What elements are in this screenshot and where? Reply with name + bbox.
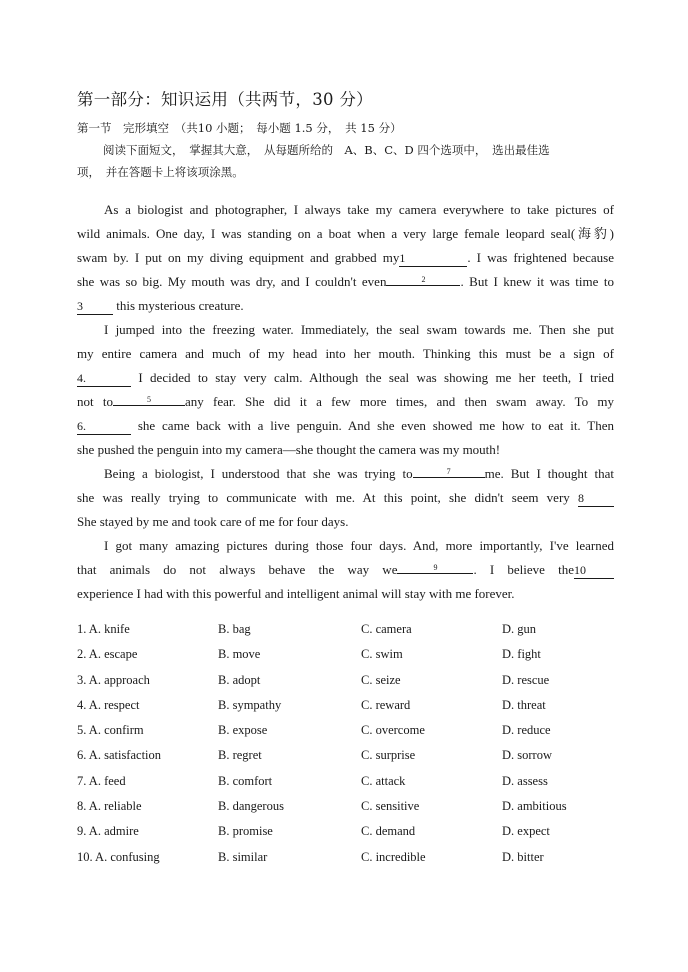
option: 8. A. reliable: [77, 799, 142, 814]
option: D. ambitious: [502, 799, 567, 814]
cloze-blank-10: 10: [574, 562, 614, 579]
passage-text: that animals do not always behave the way we: [77, 562, 398, 577]
passage-text: the: [558, 562, 575, 577]
option: B. comfort: [218, 773, 273, 788]
option: 6. A. satisfaction: [77, 748, 162, 763]
option-row: [77, 748, 617, 773]
passage-line: She stayed by me and took care of me for four days.: [77, 514, 349, 529]
passage-text: Being a biologist, I understood that she was trying to: [104, 466, 413, 481]
passage-text: .: [473, 562, 477, 577]
option-row: [77, 824, 617, 849]
passage-text: . I was frightened because: [467, 250, 615, 265]
option-row: [77, 647, 617, 672]
option-row: [77, 698, 617, 723]
option: D. threat: [502, 697, 546, 712]
option-row: [77, 622, 617, 647]
option: C. surprise: [361, 748, 416, 763]
option: C. overcome: [361, 723, 425, 738]
option: D. fight: [502, 647, 541, 662]
passage-text: she was so big. My mouth was dry, and I couldn't even: [77, 274, 387, 289]
option: C. reward: [361, 697, 411, 712]
option: C. attack: [361, 773, 406, 788]
passage-text: not to: [77, 394, 113, 409]
option: B. adopt: [218, 672, 261, 687]
passage-line: wild animals. One day, I was standing on a boat when a very large female leopard seal(海豹): [77, 226, 614, 241]
option: B. expose: [218, 723, 268, 738]
passage-line: [77, 414, 614, 438]
cloze-blank-7: 7: [413, 477, 485, 478]
option-row: [77, 673, 617, 698]
section-title: 第一节 完形填空 （共10 小题； 每小题 1.5 分， 共 15 分）: [77, 121, 402, 135]
part-title: 第一部分：知识运用（共两节，30 分）: [77, 90, 373, 109]
option: 7. A. feed: [77, 773, 126, 788]
option: B. sympathy: [218, 697, 282, 712]
option: D. bitter: [502, 849, 544, 864]
passage-text: I: [489, 562, 495, 577]
cloze-blank-9: 9: [397, 573, 473, 574]
passage-line: [77, 390, 614, 414]
passage-text: believe: [507, 562, 545, 577]
option: D. expect: [502, 824, 550, 839]
option: D. reduce: [502, 723, 551, 738]
passage-text: swam by. I put on my diving equipment and grabbed my: [77, 250, 400, 265]
option: B. regret: [218, 748, 262, 763]
passage-text: I decided to stay very calm. Although the seal was showing me her teeth, I tried: [138, 370, 615, 385]
option: 9. A. admire: [77, 824, 139, 839]
option: D. sorrow: [502, 748, 552, 763]
option: D. rescue: [502, 672, 550, 687]
passage-line: [77, 558, 614, 582]
option: B. move: [218, 647, 261, 662]
passage-line: [77, 366, 614, 390]
passage-line: she pushed the penguin into my camera—she thought the camera was my mouth!: [77, 442, 501, 457]
option: 2. A. escape: [77, 647, 138, 662]
option-row: [77, 774, 617, 799]
option: D. gun: [502, 622, 537, 636]
option: C. demand: [361, 824, 416, 839]
cloze-passage: [77, 198, 614, 606]
passage-line: As a biologist and photographer, I always take my camera everywhere to take pictures of: [104, 202, 614, 217]
cloze-blank-6: 6.: [77, 418, 131, 435]
passage-text: she was really trying to communicate with me. At this point, she didn't seem very: [77, 490, 570, 505]
option: C. seize: [361, 672, 401, 687]
answer-options: [77, 622, 617, 875]
option: B. similar: [218, 849, 268, 864]
passage-text: . But I knew it was time to: [460, 274, 614, 289]
option: C. incredible: [361, 849, 426, 864]
passage-line: my entire camera and much of my head into her mouth. Thinking this must be a sign of: [77, 346, 614, 361]
option: C. camera: [361, 622, 412, 636]
option: C. sensitive: [361, 799, 420, 814]
option: 4. A. respect: [77, 697, 140, 712]
option-row: [77, 799, 617, 824]
passage-text: this mysterious creature.: [116, 298, 244, 313]
instructions-line-1: 阅读下面短文， 掌握其大意， 从每题所给的 A、B、C、D 四个选项中， 选出最佳选: [103, 143, 550, 157]
option: B. bag: [218, 622, 251, 636]
option: D. assess: [502, 773, 548, 788]
option: 5. A. confirm: [77, 723, 144, 738]
cloze-blank-3: 3: [77, 298, 113, 315]
option: 3. A. approach: [77, 672, 150, 687]
passage-text: me. But I thought that: [484, 466, 614, 481]
cloze-blank-5: 5: [113, 405, 185, 406]
option-row: [77, 850, 617, 875]
cloze-blank-4: 4.: [77, 370, 131, 387]
cloze-blank-8: 8: [578, 490, 614, 507]
passage-line: experience I had with this powerful and intelligent animal will stay with me forever.: [77, 586, 515, 601]
instructions-line-2: 项， 并在答题卡上将该项涂黑。: [77, 165, 244, 179]
passage-text: she came back with a live penguin. And she even showed me how to eat it. Then: [137, 418, 615, 433]
passage-line: I jumped into the freezing water. Immediately, the seal swam towards me. Then she put: [104, 322, 614, 337]
passage-text: any fear. She did it a few more times, and then swam away. To my: [184, 394, 614, 409]
option: B. promise: [218, 824, 273, 839]
option: C. swim: [361, 647, 403, 662]
passage-line: I got many amazing pictures during those four days. And, more importantly, I've learned: [104, 538, 614, 553]
passage-line: [77, 462, 614, 486]
option: 1. A. knife: [77, 622, 130, 636]
cloze-blank-2: 2: [386, 285, 460, 286]
passage-line: [77, 270, 614, 294]
option-row: [77, 723, 617, 748]
option: B. dangerous: [218, 799, 284, 814]
passage-line: [77, 294, 614, 318]
cloze-blank-1: 1: [399, 250, 467, 267]
passage-line: [77, 246, 614, 270]
option: 10. A. confusing: [77, 849, 160, 864]
passage-line: [77, 486, 614, 510]
